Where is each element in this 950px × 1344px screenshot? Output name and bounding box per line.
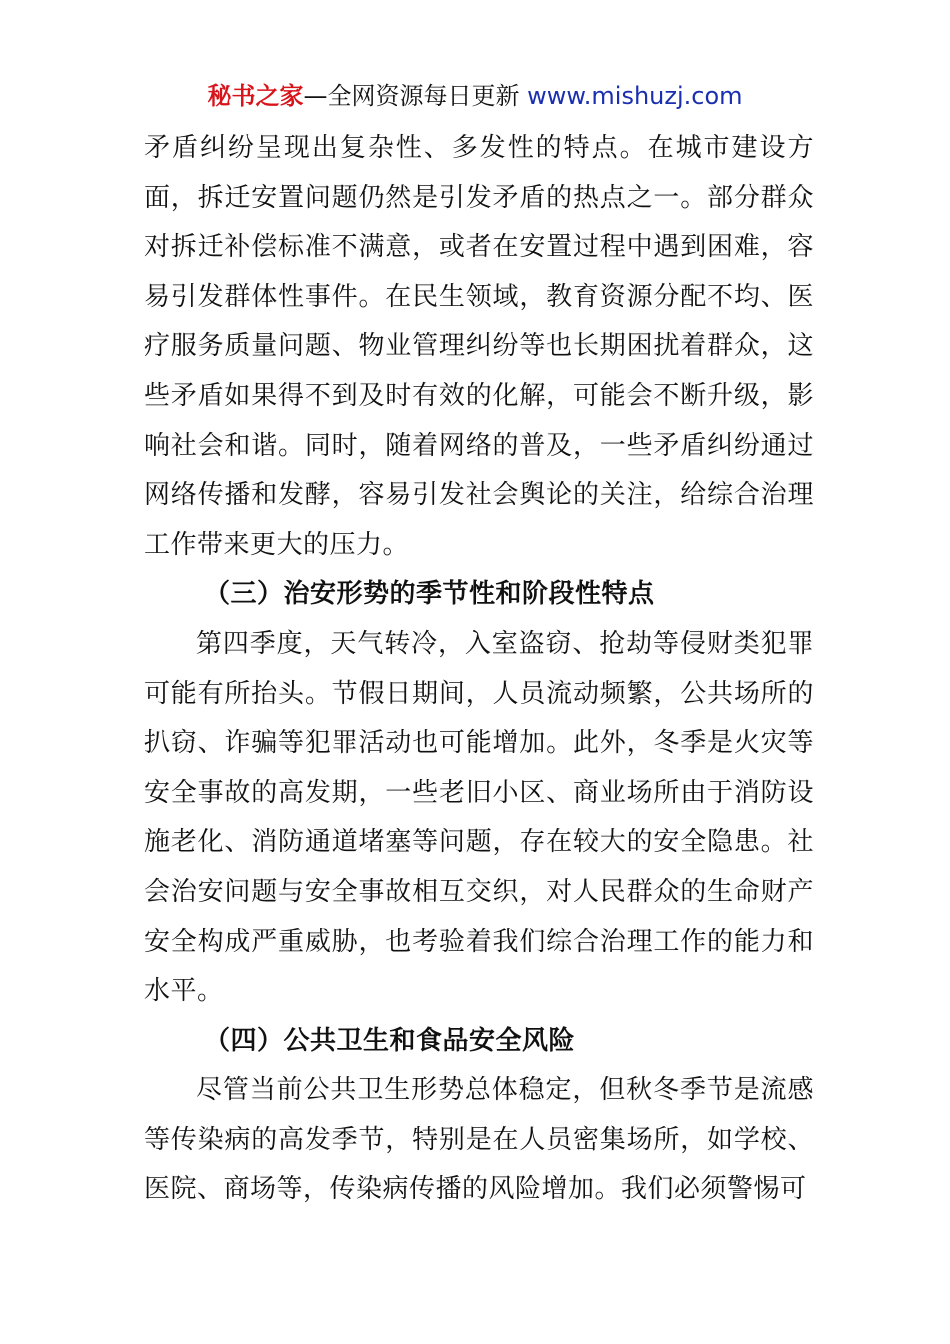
paragraph-public-health: 尽管当前公共卫生形势总体稳定，但秋冬季节是流感等传染病的高发季节，特别是在人员密集场所，如学校、医院、商场等，传染病传播的风险增加。我们必须警惕可: [144, 1075, 814, 1205]
paragraph-disputes: 矛盾纠纷呈现出复杂性、多发性的特点。在城市建设方面，拆迁安置问题仍然是引发矛盾的热点之一。部分群众对拆迁补偿标准不满意，或者在安置过程中遇到困难，容易引发群体性事件。在民生领域，教育资源分配不均、医疗服务质量问题、物业管理纠纷等也长期困扰着群众，这些矛盾如果得不到及时有效的化解，可能会不断升级，影响社会和谐。同时，随着网络的普及，一些矛盾纠纷通过网络传播和发酵，容易引发社会舆论的关注，给综合治理工作带来更大的压力。: [144, 133, 814, 560]
section-heading-3: （三）治安形势的季节性和阶段性特点: [204, 579, 655, 610]
paragraph-public-security: 第四季度，天气转冷，入室盗窃、抢劫等侵财类犯罪可能有所抬头。节假日期间，人员流动频繁，公共场所的扒窃、诈骗等犯罪活动也可能增加。此外，冬季是火灾等安全事故的高发期，一些老旧小区、商业场所由于消防设施老化、消防通道堵塞等问题，存在较大的安全隐患。社会治安问题与安全事故相互交织，对人民群众的生命财产安全构成严重威胁，也考验着我们综合治理工作的能力和水平。: [144, 628, 814, 1007]
section-heading-4: （四）公共卫生和食品安全风险: [204, 1025, 576, 1056]
site-url-link[interactable]: www.mishuzj.com: [527, 82, 743, 110]
site-header: [0, 80, 950, 112]
document-body: [144, 124, 814, 1215]
site-tagline: —全网资源每日更新: [303, 82, 528, 110]
site-brand: 秘书之家: [207, 82, 304, 110]
